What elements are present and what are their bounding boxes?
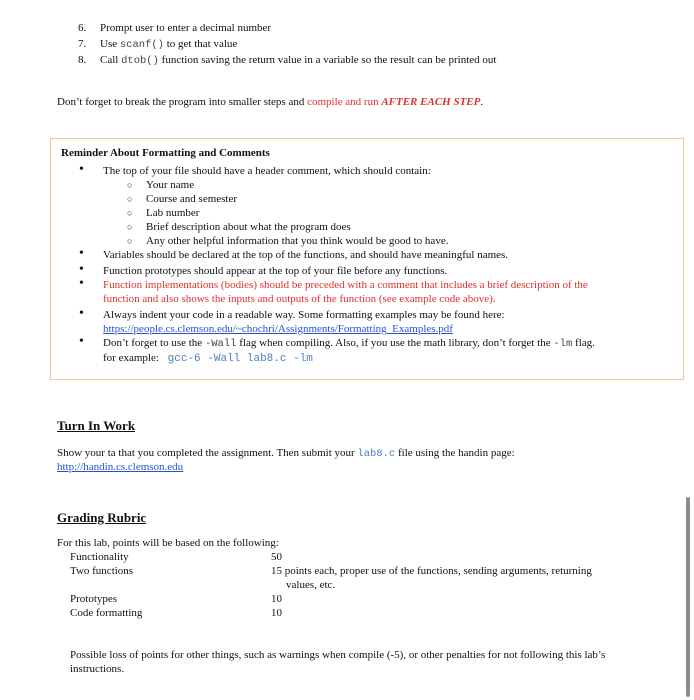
step-number: 6. [78,22,87,34]
circle-bullet-icon: ○ [127,180,133,190]
step-text: Use [100,38,120,50]
turnin-heading: Turn In Work [57,418,136,433]
code-snippet: dtob() [121,55,159,67]
step-note [57,95,483,109]
note-end: . [480,96,484,108]
text: flag when compiling. Also, if you use the math library, don’t forget the [236,337,554,349]
rubric-points: 10 [271,593,282,605]
rubric-item: Two functions [70,565,134,577]
step-text: Call [100,54,122,66]
step-list [78,20,496,68]
bullet-icon: • [79,262,84,277]
code-snippet: lab8.c [357,448,396,460]
list-item [78,36,496,52]
sub-item: Lab number [146,207,200,219]
text: file using the handin page: [395,447,515,459]
code-snippet: -Wall [204,338,237,350]
scrollbar[interactable] [686,497,690,697]
rubric-item: Code formatting [70,607,143,619]
rubric-footer: Possible loss of points for other things, such as warnings when compile (-5), or other penalties for not following this lab’s [70,649,606,661]
rubric-points: values, etc. [286,579,336,591]
circle-bullet-icon: ○ [127,194,133,204]
bullet-icon: • [79,306,84,321]
sub-item: Your name [146,179,195,191]
note-text: Don’t forget to break the program into smaller steps and [57,96,308,108]
step-number: 7. [78,38,87,50]
turnin-text [57,446,515,461]
text: for example: [103,352,159,364]
rubric-heading: Grading Rubric [57,510,147,525]
step-number: 8. [78,54,87,66]
text: Show your ta that you completed the assignment. Then submit your [57,447,358,459]
reminder-bullet-text: Variables should be declared at the top of the functions, and should have meaningful names. [103,249,509,261]
rubric-item: Functionality [70,551,129,563]
bullet-icon: • [79,276,84,291]
note-emphasis: AFTER EACH STEP [381,96,481,108]
reminder-bullet-text: The top of your file should have a header comment, which should contain: [103,165,431,177]
code-snippet: scanf() [119,39,164,51]
code-snippet: gcc-6 -Wall lab8.c -lm [167,353,313,365]
rubric-intro: For this lab, points will be based on the following: [57,537,279,549]
note-highlight: compile and run [307,96,382,108]
sub-item: Brief description about what the program does [146,221,351,233]
text: flag. [572,337,595,349]
reminder-bullet-text: function and also shows the inputs and outputs of the function (see example code above). [103,293,496,305]
sub-item: Course and semester [146,193,238,205]
step-text: to get that value [163,38,238,50]
rubric-points: 50 [271,551,282,563]
rubric-points: 10 [271,607,282,619]
step-text: Prompt user to enter a decimal number [100,22,272,34]
sub-item: Any other helpful information that you think would be good to have. [146,235,449,247]
circle-bullet-icon: ○ [127,222,133,232]
step-text: function saving the return value in a variable so the result can be printed out [158,54,497,66]
code-snippet: -lm [553,338,573,350]
bullet-icon: • [79,334,84,349]
reminder-box [50,138,684,380]
list-item [78,20,496,36]
rubric-item: Prototypes [70,593,118,605]
reminder-bullet-text [103,336,595,351]
handin-link[interactable]: http://handin.cs.clemson.edu [57,461,184,473]
bullet-icon: • [79,162,84,177]
reminder-bullet-text: Function prototypes should appear at the top of your file before any functions. [103,265,448,277]
reminder-bullet-text: Always indent your code in a readable way. Some formatting examples may be found here: [103,309,505,321]
text: Don’t forget to use the [103,337,205,349]
circle-bullet-icon: ○ [127,236,133,246]
reminder-example [103,351,313,366]
rubric-points: 15 points each, proper use of the functions, sending arguments, returning [271,565,592,577]
circle-bullet-icon: ○ [127,208,133,218]
list-item [78,52,496,68]
reminder-bullet-text: Function implementations (bodies) should be preceded with a comment that includes a brief description of the [103,279,588,291]
formatting-examples-link[interactable]: https://people.cs.clemson.edu/~chochri/Assignments/Formatting_Examples.pdf [103,323,453,335]
bullet-icon: • [79,246,84,261]
reminder-title: Reminder About Formatting and Comments [61,147,270,159]
rubric-footer: instructions. [70,663,125,675]
